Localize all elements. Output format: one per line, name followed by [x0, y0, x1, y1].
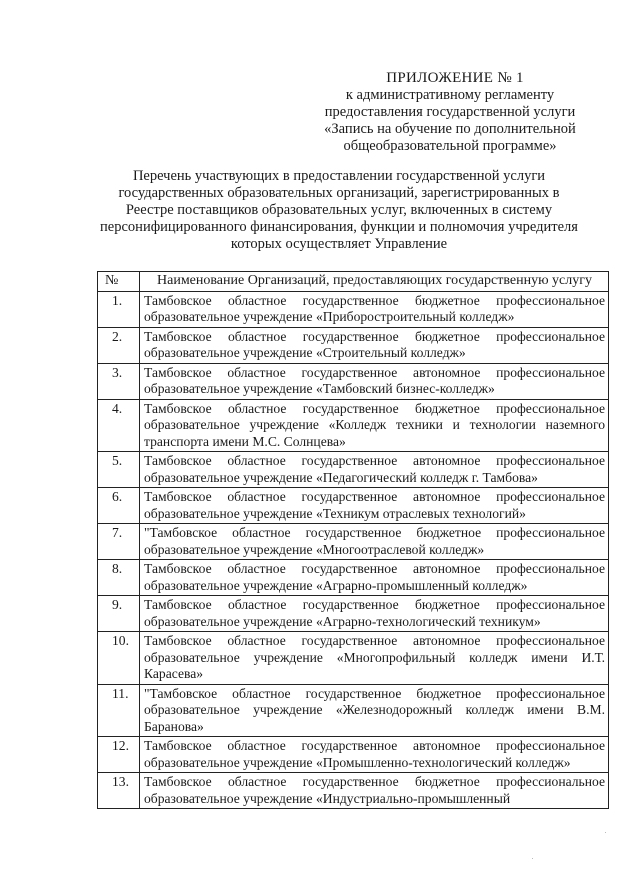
row-number: 8. [98, 560, 140, 596]
table-row [98, 291, 609, 327]
table-row [98, 773, 609, 809]
appendix-line: «Запись на обучение по дополнительной [324, 121, 576, 137]
organization-name: Тамбовское областное государственное бюджетное профессиональное образовательное учреждение «Аграрно-технологический техникум» [140, 596, 609, 632]
scan-speck [532, 858, 533, 859]
row-number: 7. [98, 524, 140, 560]
table-row [98, 560, 609, 596]
organization-name: Тамбовское областное государственное автономное профессиональное образовательное учреждение «Аграрно-промышленный колледж» [140, 560, 609, 596]
column-header-number: № [98, 272, 140, 292]
table-row [98, 684, 609, 737]
organization-name: Тамбовское областное государственное автономное профессиональное образовательное учреждение «Педагогический колледж г. Тамбова» [140, 452, 609, 488]
row-number: 1. [98, 291, 140, 327]
heading-line: персонифицированного финансирования, функции и полномочия учредителя [100, 219, 578, 235]
table-row [98, 596, 609, 632]
organization-name: Тамбовское областное государственное бюджетное профессиональное образовательное учреждение «Приборостроительный колледж» [140, 291, 609, 327]
organizations-table [97, 271, 609, 809]
heading-line: государственных образовательных организаций, зарегистрированных в [118, 185, 560, 201]
table-body [98, 291, 609, 809]
table-row [98, 452, 609, 488]
row-number: 2. [98, 327, 140, 363]
appendix-block [300, 70, 600, 155]
row-number: 4. [98, 399, 140, 452]
row-number: 3. [98, 363, 140, 399]
table-row [98, 399, 609, 452]
appendix-title: ПРИЛОЖЕНИЕ № 1 [386, 70, 524, 86]
organization-name: Тамбовское областное государственное бюджетное профессиональное образовательное учреждение «Индустриально-промышленный [140, 773, 609, 809]
row-number: 9. [98, 596, 140, 632]
scan-speck [605, 832, 606, 833]
document-heading [88, 168, 590, 253]
row-number: 5. [98, 452, 140, 488]
table-row [98, 632, 609, 685]
organization-name: Тамбовское областное государственное автономное профессиональное образовательное учреждение «Многопрофильный колледж имени И.Т. Карасева» [140, 632, 609, 685]
appendix-line: общеобразовательной программе» [343, 138, 557, 154]
organization-name: Тамбовское областное государственное автономное профессиональное образовательное учреждение «Техникум отраслевых технологий» [140, 488, 609, 524]
row-number: 12. [98, 737, 140, 773]
heading-line: Реестре поставщиков образовательных услуг, включенных в систему [125, 202, 553, 218]
table-row [98, 488, 609, 524]
organization-name: "Тамбовское областное государственное бюджетное профессиональное образовательное учреждение «Многоотраслевой колледж» [140, 524, 609, 560]
row-number: 6. [98, 488, 140, 524]
table-header-row [98, 272, 609, 292]
organization-name: Тамбовское областное государственное бюджетное профессиональное образовательное учреждение «Строительный колледж» [140, 327, 609, 363]
row-number: 10. [98, 632, 140, 685]
row-number: 13. [98, 773, 140, 809]
appendix-line: предоставления государственной услуги [324, 104, 576, 120]
organization-name: Тамбовское областное государственное автономное профессиональное образовательное учреждение «Промышленно-технологический колледж» [140, 737, 609, 773]
organization-name: "Тамбовское областное государственное бюджетное профессиональное образовательное учреждение «Железнодорожный колледж имени В.М. Баранова» [140, 684, 609, 737]
heading-line: которых осуществляет Управление [230, 236, 448, 252]
organization-name: Тамбовское областное государственное бюджетное профессиональное образовательное учреждение «Колледж техники и технологии наземного транспорта имени М.С. Солнцева» [140, 399, 609, 452]
column-header-name: Наименование Организаций, предоставляющих государственную услугу [140, 272, 609, 292]
row-number: 11. [98, 684, 140, 737]
table-row [98, 363, 609, 399]
table-row [98, 524, 609, 560]
organization-name: Тамбовское областное государственное автономное профессиональное образовательное учреждение «Тамбовский бизнес-колледж» [140, 363, 609, 399]
table-row [98, 737, 609, 773]
heading-line: Перечень участвующих в предоставлении государственной услуги [132, 168, 546, 184]
appendix-line: к административному регламенту [345, 87, 555, 103]
table-row [98, 327, 609, 363]
